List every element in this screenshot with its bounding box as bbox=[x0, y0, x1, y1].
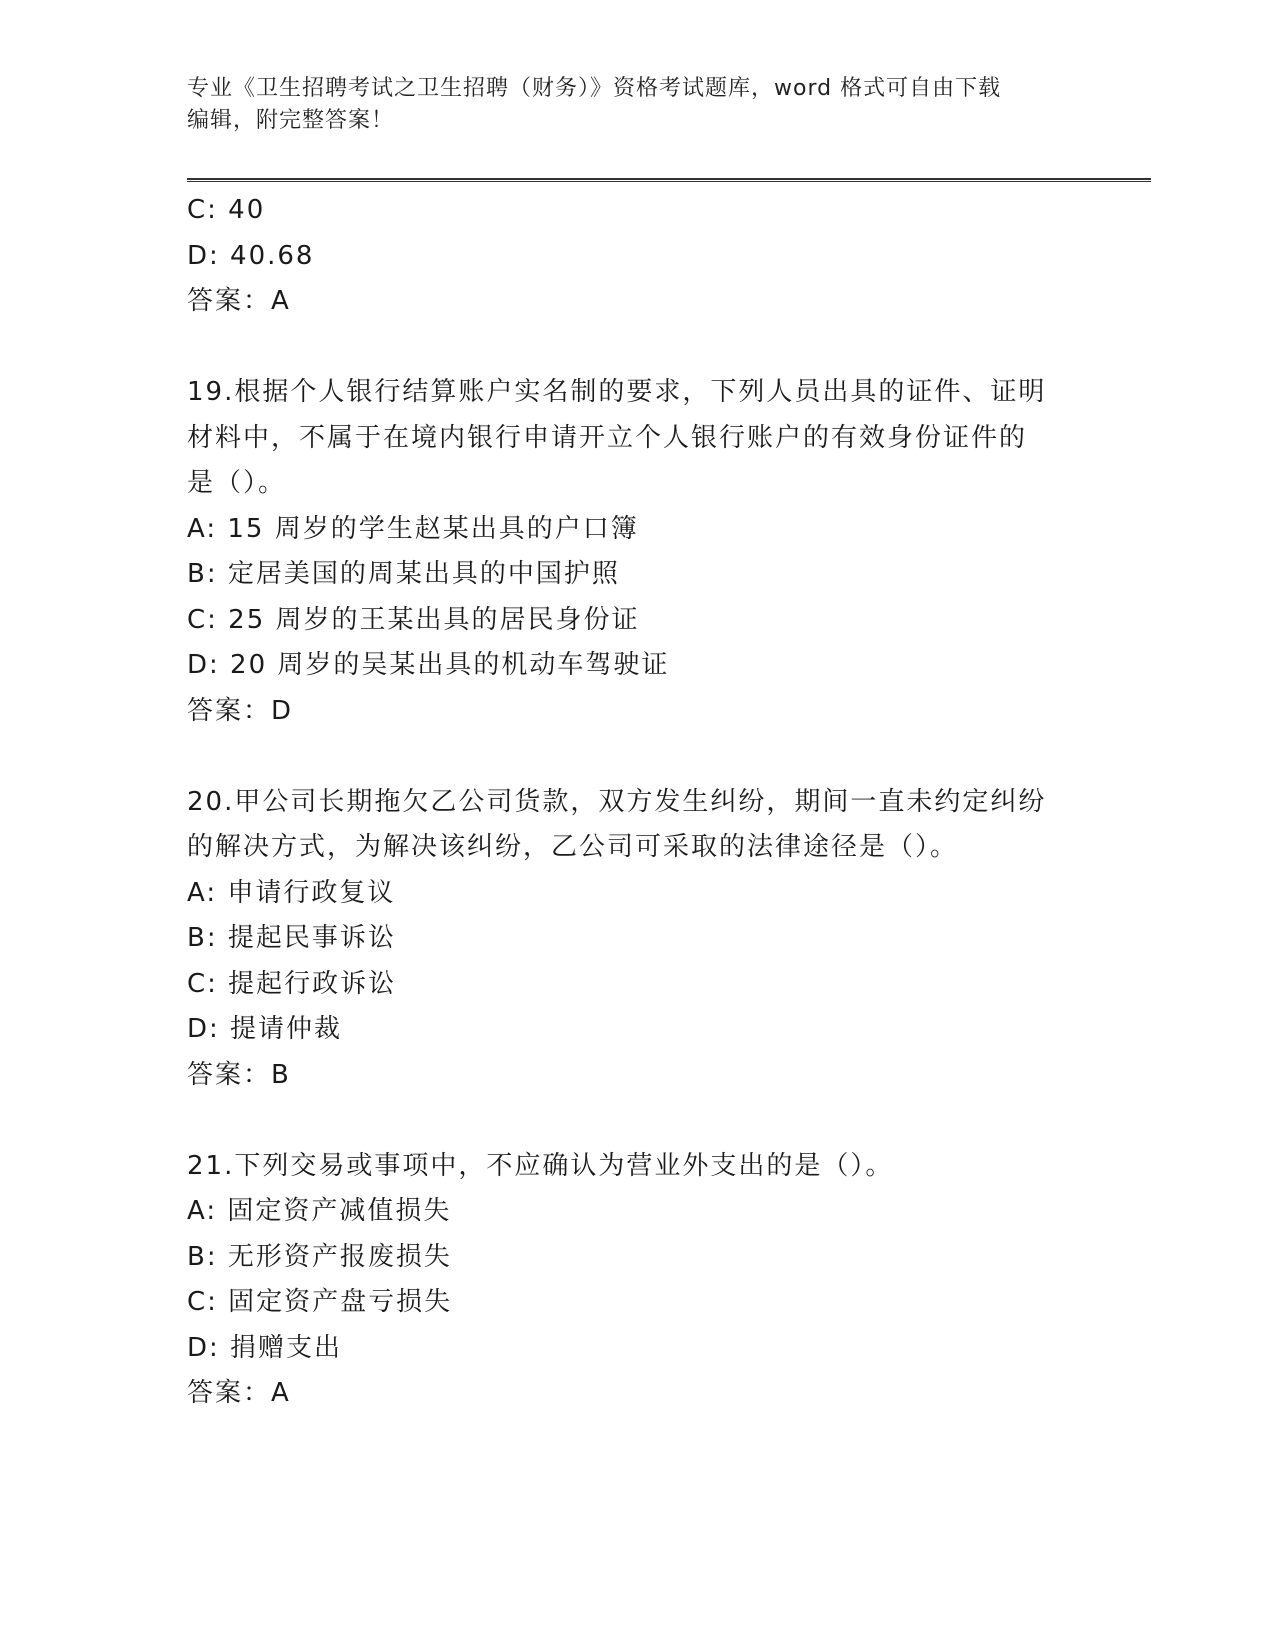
question-text-line: 材料中，不属于在境内银行申请开立个人银行账户的有效身份证件的 bbox=[187, 422, 1028, 453]
spacer bbox=[187, 734, 1087, 780]
question-text-line: 是（）。 bbox=[187, 468, 287, 498]
option-d: D: 20 周岁的吴某出具的机动车驾驶证 bbox=[187, 650, 670, 680]
question-19 bbox=[187, 370, 1087, 734]
page-header bbox=[187, 73, 1067, 137]
header-line-1: 专业《卫生招聘考试之卫生招聘（财务）》资格考试题库，word 格式可自由下载 bbox=[187, 76, 1002, 101]
answer-line: 答案：A bbox=[187, 1378, 291, 1408]
question-text-line: 19.根据个人银行结算账户实名制的要求，下列人员出具的证件、证明 bbox=[187, 377, 1047, 407]
header-line-2: 编辑，附完整答案！ bbox=[187, 108, 395, 133]
spacer bbox=[187, 325, 1087, 371]
option-c: C: 提起行政诉讼 bbox=[187, 968, 397, 999]
question-text-line: 20.甲公司长期拖欠乙公司货款，双方发生纠纷，期间一直未约定纠纷 bbox=[187, 786, 1047, 817]
document-body bbox=[187, 188, 1087, 1417]
option-a: A: 申请行政复议 bbox=[187, 877, 396, 908]
answer-line: 答案：D bbox=[187, 695, 294, 726]
option-d: D: 40.68 bbox=[187, 240, 315, 271]
answer-line: 答案：B bbox=[187, 1059, 291, 1090]
option-d: D: 捐赠支出 bbox=[187, 1332, 343, 1363]
option-a: A: 固定资产减值损失 bbox=[187, 1196, 452, 1226]
option-b: B: 无形资产报废损失 bbox=[187, 1241, 452, 1272]
option-c: C: 40 bbox=[187, 195, 266, 225]
option-c: C: 25 周岁的王某出具的居民身份证 bbox=[187, 604, 640, 635]
answer-line: 答案：A bbox=[187, 286, 291, 316]
question-text-line: 21.下列交易或事项中，不应确认为营业外支出的是（）。 bbox=[187, 1150, 894, 1181]
option-c: C: 固定资产盘亏损失 bbox=[187, 1287, 453, 1317]
question-21 bbox=[187, 1144, 1087, 1417]
option-b: B: 定居美国的周某出具的中国护照 bbox=[187, 559, 620, 589]
question-text-line: 的解决方式，为解决该纠纷，乙公司可采取的法律途径是（）。 bbox=[187, 832, 959, 862]
spacer bbox=[187, 1098, 1087, 1144]
option-a: A: 15 周岁的学生赵某出具的户口簿 bbox=[187, 513, 639, 544]
header-divider bbox=[187, 178, 1151, 182]
option-b: B: 提起民事诉讼 bbox=[187, 923, 396, 953]
option-d: D: 提请仲裁 bbox=[187, 1014, 343, 1044]
question-20 bbox=[187, 780, 1087, 1099]
